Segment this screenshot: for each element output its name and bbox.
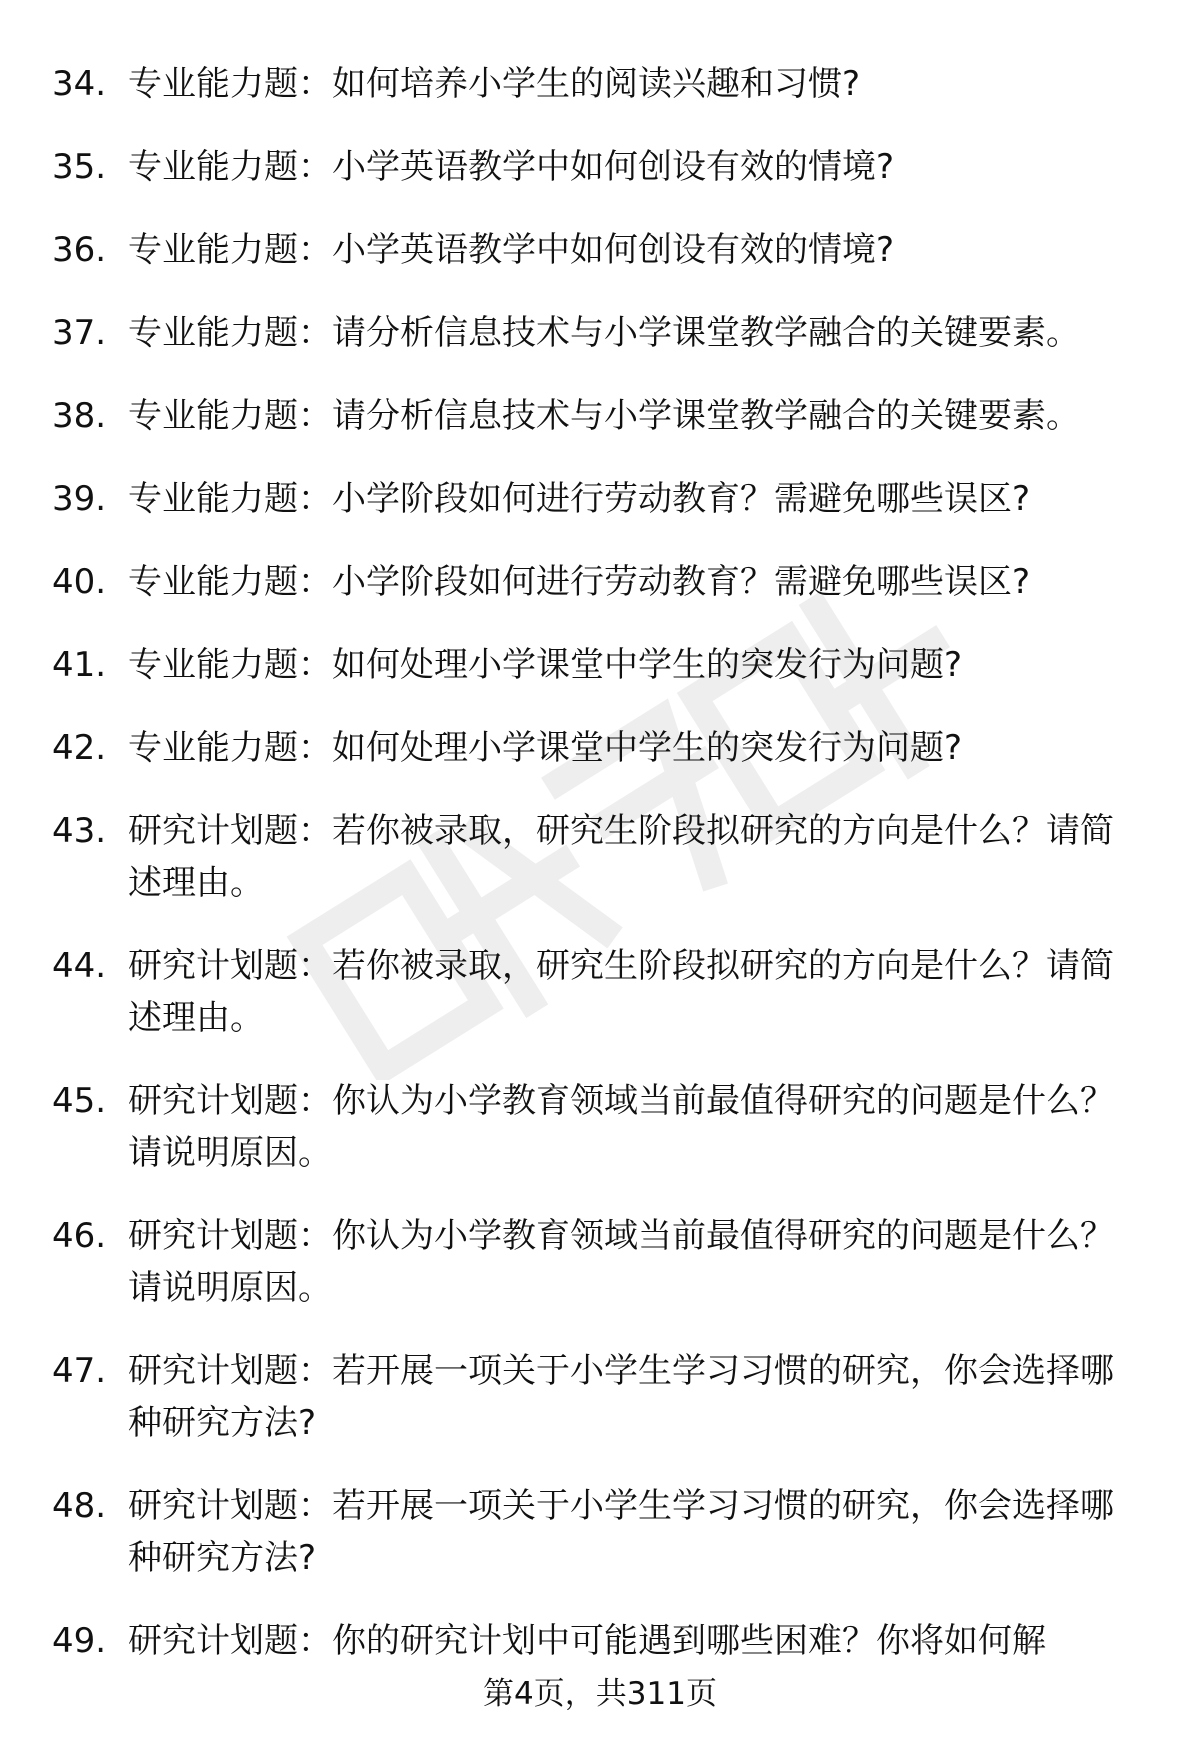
question-list (52, 58, 1152, 1667)
question-number: 46. (52, 1216, 107, 1256)
question-number: 36. (52, 230, 107, 270)
question-text: 专业能力题：小学阶段如何进行劳动教育？需避免哪些误区? (128, 479, 1031, 519)
question-text: 研究计划题：若开展一项关于小学生学习习惯的研究，你会选择哪种研究方法? (128, 1486, 1114, 1578)
list-item (52, 307, 1152, 359)
list-item (52, 1615, 1152, 1667)
list-item (52, 1345, 1152, 1449)
question-text: 研究计划题：若你被录取，研究生阶段拟研究的方向是什么？请简述理由。 (128, 946, 1114, 1038)
question-number: 41. (52, 645, 107, 685)
question-number: 38. (52, 396, 107, 436)
question-number: 40. (52, 562, 107, 602)
list-item (52, 224, 1152, 276)
question-number: 34. (52, 64, 107, 104)
question-text: 专业能力题：小学英语教学中如何创设有效的情境? (128, 230, 895, 270)
question-number: 48. (52, 1486, 107, 1526)
question-number: 49. (52, 1621, 107, 1661)
question-text: 专业能力题：如何培养小学生的阅读兴趣和习惯? (128, 64, 861, 104)
question-number: 44. (52, 946, 107, 986)
list-item (52, 1075, 1152, 1179)
question-number: 39. (52, 479, 107, 519)
question-number: 47. (52, 1351, 107, 1391)
list-item (52, 390, 1152, 442)
question-text: 专业能力题：如何处理小学课堂中学生的突发行为问题? (128, 645, 963, 685)
list-item (52, 639, 1152, 691)
question-text: 研究计划题：你认为小学教育领域当前最值得研究的问题是什么？请说明原因。 (128, 1216, 1114, 1308)
list-item (52, 722, 1152, 774)
question-text: 专业能力题：小学阶段如何进行劳动教育？需避免哪些误区? (128, 562, 1031, 602)
list-item (52, 141, 1152, 193)
question-number: 35. (52, 147, 107, 187)
question-text: 专业能力题：如何处理小学课堂中学生的突发行为问题? (128, 728, 963, 768)
question-text: 研究计划题：你的研究计划中可能遇到哪些困难？你将如何解 (128, 1621, 1046, 1661)
question-text: 专业能力题：请分析信息技术与小学课堂教学融合的关键要素。 (128, 396, 1080, 436)
question-text: 专业能力题：小学英语教学中如何创设有效的情境? (128, 147, 895, 187)
list-item (52, 473, 1152, 525)
list-item (52, 1210, 1152, 1314)
question-text: 研究计划题：若开展一项关于小学生学习习惯的研究，你会选择哪种研究方法? (128, 1351, 1114, 1443)
question-number: 37. (52, 313, 107, 353)
question-number: 42. (52, 728, 107, 768)
list-item (52, 58, 1152, 110)
question-number: 45. (52, 1081, 107, 1121)
question-number: 43. (52, 811, 107, 851)
list-item (52, 805, 1152, 909)
list-item (52, 1480, 1152, 1584)
list-item (52, 556, 1152, 608)
question-text: 专业能力题：请分析信息技术与小学课堂教学融合的关键要素。 (128, 313, 1080, 353)
list-item (52, 940, 1152, 1044)
question-text: 研究计划题：若你被录取，研究生阶段拟研究的方向是什么？请简述理由。 (128, 811, 1114, 903)
page-number-footer: 第4页，共311页 (483, 1676, 717, 1712)
question-text: 研究计划题：你认为小学教育领域当前最值得研究的问题是什么？请说明原因。 (128, 1081, 1114, 1173)
